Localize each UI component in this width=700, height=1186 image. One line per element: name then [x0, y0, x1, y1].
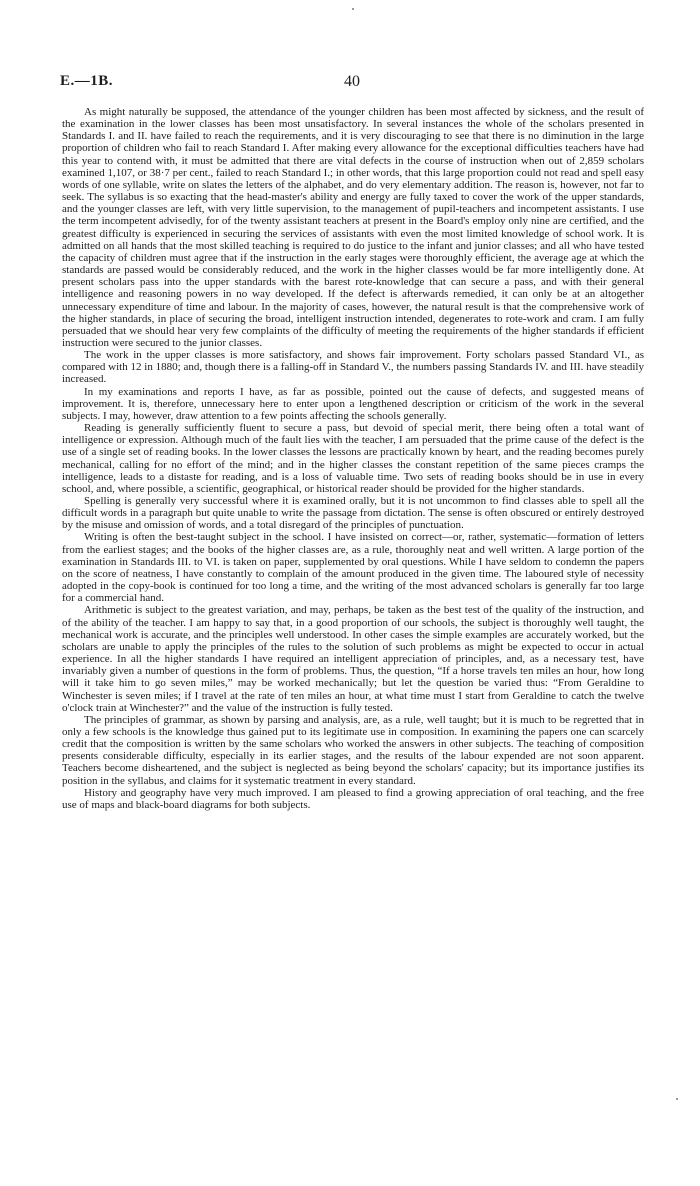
paragraph-arithmetic: Arithmetic is subject to the greatest variation, and may, perhaps, be taken as the best test of the quality of the instruction, and of the ability of the teacher. I am happy to say that, in a good proportion of our schools, the subject is thoroughly well taught, the mechanical work is accurate, and the principles well understood. In other cases the simple examples are accurately worked, but the scholars are unable to apply the principles of the rules to the solution of such problems as might be expected to occur in actual experience. In all the higher standards I have required an intelligent appreciation of principles, and, as a necessary test, have invariably given a number of questions in the form of problems. Thus, the question, “If a horse travels ten miles an hour, how long will it take him to go seven miles,” may be worked mechanically; but let the question be varied thus: “From Geraldine to Winchester is seven miles; if I travel at the rate of ten miles an hour, at what time must I start from Geraldine to catch the twelve o'clock train at Winchester?” and the value of the instruction is fully tested.	[62, 604, 644, 714]
scan-speck	[676, 1098, 678, 1100]
paragraph-upper-classes: The work in the upper classes is more satisfactory, and shows fair improvement. Forty scholars passed Standard VI., as compared with 12 in 1880; and, though there is a falling-off in Standard V., the numbers passing Standards IV. and III. have steadily increased.	[62, 349, 644, 386]
paragraph-reading: Reading is generally sufficiently fluent to secure a pass, but devoid of special merit, there being often a total want of intelligence or expression. Although much of the fault lies with the teacher, I am persuaded that the prime cause of the defect is the use of a single set of reading books. In the lower classes the lessons are practically known by heart, and the reading becomes purely mechanical, calling for no effort of the mind; and in the higher classes the constant repetition of the same pieces cramps the intelligence, leads to a distaste for reading, and is a loss of valuable time. Two sets of reading books should be in use in every school, and, where possible, a scientific, geographical, or historical reader should be provided for the higher standards.	[62, 422, 644, 495]
paragraph-history-geography: History and geography have very much improved. I am pleased to find a growing appreciation of oral teaching, and the free use of maps and black-board diagrams for both subjects.	[62, 786, 644, 811]
paragraph-spelling: Spelling is generally very successful where it is examined orally, but it is not uncommon to find classes able to spell all the difficult words in a paragraph but quite unable to write the passage from dictation. The sense is often obscured or entirely destroyed by the misuse and omission of words, and a total disregard of the principles of punctuation.	[62, 495, 644, 532]
scan-speck	[352, 8, 354, 10]
paragraph-grammar: The principles of grammar, as shown by parsing and analysis, are, as a rule, well taught; but it is much to be regretted that in only a few schools is the knowledge thus gained put to its legitimate use in composition. In examining the papers one can scarcely credit that the composition is written by the same scholars who worked the answers in other subjects. The teaching of composition presents considerable difficulty, especially in its earlier stages, and the results of the labour expended are not soon apparent. Teachers become disheartened, and the subject is neglected as being beyond the scholars' capacity; but its importance justifies its position in the syllabus, and claims for it systematic treatment in every standard.	[62, 713, 644, 787]
report-body	[62, 106, 644, 811]
paragraph-attendance: As might naturally be supposed, the attendance of the younger children has been most affected by sickness, and the result of the examination in the lower classes has been most unsatisfactory. In several instances the whole of the scholars presented in Standards I. and II. have failed to reach the requirements, and it is very discouraging to see that there is no diminution in the large proportion of children who fail to reach Standard I. After making every allowance for the exceptional difficulties teachers have had this year to contend with, it must be admitted that there are vital defects in the course of instruction when out of 2,859 scholars examined 1,107, or 38·7 per cent., failed to reach Standard I.; in other words, that this large proportion could not read and spell easy words of one syllable, write on slates the letters of the alphabet, and do very elementary addition. The reason is, however, not far to seek. The syllabus is so exacting that the head-master's ability and energy are fully taxed to cover the work of the upper standards, and the younger classes are left, with very little supervision, to the management of pupil-teachers and incompetent assistants. I use the term incompetent advisedly, for of the twenty assistant teachers at present in the Board's employ only nine are certified, and the greatest difficulty is experienced in securing the services of assistants with even the most limited knowledge of school work. It is admitted on all hands that the most skilled teaching is required to do justice to the infant and junior classes; and all who have tested the capacity of children must agree that if the instruction in the early stages were thoroughly efficient, the average age at which the standards are passed would be considerably reduced, and the work in the higher classes would be far more intelligently done. At present scholars pass into the upper standards with the barest rote-knowledge that can secure a pass, and with their general intelligence and reasoning powers in no way developed. If the defect is afterwards remedied, it can only be at an altogether unnecessary expenditure of time and labour. In the majority of cases, however, the natural result is that the comprehensive work of the higher standards, in place of securing the broad, intelligent instruction intended, degenerates to rote-work and cram. I am fully persuaded that we should hear very few complaints of the difficulty of meeting the requirements of the higher standards if efficient instruction were secured to the junior classes.	[62, 106, 644, 349]
paragraph-writing: Writing is often the best-taught subject in the school. I have insisted on correct—or, rather, systematic—formation of letters from the earliest stages; and the books of the higher classes are, as a rule, thoroughly neat and well written. A large portion of the examination in Standards III. to VI. is taken on paper, supplemented by oral questions. While I have seldom to condemn the papers on the score of neatness, I have constantly to complain of the amount produced in the given time. The laboured style of necessity adopted in the copy-book is continued for too long a time, and the writing of the most advanced scholars is generally far too large for a commercial hand.	[62, 531, 644, 605]
page-header	[60, 73, 644, 93]
page-number: 40	[344, 73, 360, 90]
paragraph-examinations: In my examinations and reports I have, as far as possible, pointed out the cause of defects, and suggested means of improvement. It is, therefore, unnecessary here to enter upon a lengthened description or criticism of the work in the several subjects. I may, however, draw attention to a few points affecting the schools generally.	[62, 385, 644, 422]
document-reference: E.—1B.	[60, 73, 114, 89]
